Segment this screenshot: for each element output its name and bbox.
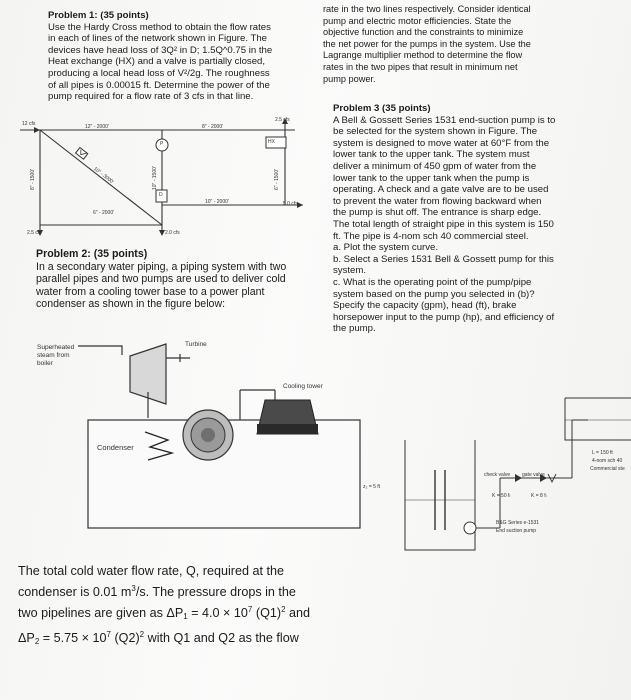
problem-3-line: system. — [333, 265, 367, 277]
problem-2-continued-line: rate in the two lines respectively. Consider identical — [323, 4, 531, 14]
problem-3-line: deliver a minimum of 450 gpm of water from the — [333, 160, 537, 172]
problem-2-line: parallel pipes and two pumps are used to deliver cold — [36, 273, 286, 286]
problem-3-line: operating. A check and a gate valve are to be used — [333, 184, 549, 196]
pipe-label-bottom-left: 6" - 2000' — [93, 210, 115, 216]
condenser-label: Condenser — [97, 443, 134, 452]
problem-3-line: a. Plot the system curve. — [333, 242, 439, 254]
hx-label: HX — [268, 139, 275, 145]
steam-label: Superheated — [37, 344, 75, 351]
problem-3-line: be selected for the system shown in Figure. The — [333, 126, 538, 138]
given-text: /s. The pressure drops in the — [135, 585, 296, 599]
outflow-label-bottom-middle: 2.0 cfs — [165, 230, 180, 236]
given-text: = 4.0 × 10 — [187, 606, 248, 620]
problem-3-line: system based on the pump you selected in (b)? — [333, 288, 535, 300]
problem-3-line: to prevent the water from flowing backward when — [333, 195, 542, 207]
given-superscript: 7 — [106, 630, 111, 639]
problem-2-given-data — [18, 562, 328, 651]
problem-3-line: lower tank to the upper tank when the pump is — [333, 172, 530, 184]
pipe-label-top-left: 12" - 2000' — [85, 124, 109, 130]
given-subscript: 1 — [183, 612, 188, 621]
problem-1-line: Use the Hardy Cross method to obtain the flow rates — [48, 21, 271, 33]
given-text: condenser is 0.01 m — [18, 585, 132, 599]
problem-1-line: of all pipes is 0.00015 ft. Determine the power of the — [48, 79, 270, 91]
pipe-label-right-vertical: 6" - 1500' — [274, 168, 280, 190]
problem-2-continued-line: the net power for the pumps in the system. Use the — [323, 38, 531, 49]
pipe-label-left-vertical: 8" - 1500' — [30, 168, 36, 190]
given-superscript: 3 — [131, 584, 136, 593]
outflow-label-right: 5.0 cfs — [283, 201, 298, 207]
check-valve-label: check valve — [484, 472, 511, 478]
given-text: two pipelines are given as ΔP — [18, 606, 184, 620]
problem-3-line: c. What is the operating point of the pump/pipe — [333, 276, 532, 288]
given-superscript: 7 — [247, 605, 253, 614]
problem-1-title: Problem 1: (35 points) — [48, 10, 149, 21]
length-label: L = 150 ft — [592, 450, 613, 456]
pipe-label-middle-vertical: 10" - 1500' — [152, 166, 158, 190]
problem-3-line: lower tank to the upper tank. The system must — [333, 149, 530, 161]
pump-label: P — [160, 141, 164, 147]
device-d-label: D — [159, 192, 163, 198]
pipe-label-bottom-right: 10" - 2000' — [205, 199, 229, 205]
problem-2-title: Problem 2: (35 points) — [36, 248, 148, 260]
problem-1-line: devices have head loss of 3Q² in D; 1.5Q^0.75 in the — [48, 44, 273, 56]
problem-2-continued-line: pump and electric motor efficiencies. State the — [323, 15, 512, 26]
given-data-line — [18, 580, 328, 601]
given-text: (Q2) — [110, 631, 140, 645]
problem-2-continued-line: rates in the two pipes that result in minimum net — [323, 61, 518, 72]
problem-3-line: horsepower input to the pump (hp), and efficiency of — [333, 311, 555, 323]
given-text: = 5.75 × 10 — [39, 631, 107, 645]
given-data-line: The total cold water flow rate, Q, required at the — [18, 564, 284, 578]
problem-2-line: water from a cooling tower base to a power plant — [36, 285, 265, 298]
given-text: and — [285, 606, 311, 620]
gate-valve-label: gate valve — [522, 472, 545, 478]
problem-3-line: A Bell & Gossett Series 1531 end-suction pump is to — [333, 114, 556, 126]
problem-2-line: In a secondary water piping, a piping system with two — [36, 260, 287, 273]
check-valve-k-label: K = 50 fₜ — [492, 493, 511, 499]
pump-model-label: B&G Series e-1531 — [496, 520, 540, 526]
inflow-label: 12 cfs — [22, 121, 36, 127]
given-text: (Q1) — [252, 606, 282, 620]
given-superscript: 2 — [139, 630, 145, 639]
given-text: ΔP — [18, 631, 35, 645]
problem-1-line: pump required for a flow rate of 3 cfs in that line. — [48, 91, 254, 103]
problem-3-line: The total length of straight pipe in this system is 150 — [333, 218, 554, 230]
pipe-material-label: Commercial ste — [590, 466, 625, 472]
given-data-line — [18, 626, 328, 651]
problem-2-continued-line: Lagrange multiplier method to determine the flow — [323, 50, 523, 61]
problem-3-line: Specify the capacity (gpm), head (ft), brake — [333, 300, 517, 312]
problem-3-line: the pump is shut off. The entrance is sharp edge. — [333, 207, 542, 219]
problem-3-line: system is designed to move water at 60°F from the — [333, 137, 550, 149]
given-superscript: 2 — [281, 605, 286, 614]
problem-3-line: b. Select a Series 1531 Bell & Gossett pump for this — [333, 253, 554, 265]
problem-2-line: condenser as shown in the figure below: — [36, 298, 226, 311]
outflow-label-top-right: 2.5 cfs — [275, 117, 290, 123]
problem-2-continued-line: objective function and the constraints to minimize — [323, 27, 524, 38]
given-data-line — [18, 601, 328, 626]
cooling-tower-label: Cooling tower — [283, 383, 323, 390]
problem-1-line: Heat exchange (HX) and a valve is partially closed, — [48, 56, 266, 68]
problem-3-line: the pump. — [333, 323, 376, 335]
pump-type-label: End suction pump — [496, 528, 537, 534]
given-subscript: 2 — [34, 637, 40, 646]
problem-1-line: producing a local head loss of V²/2g. The roughness — [48, 67, 270, 79]
turbine-label: Turbine — [185, 341, 207, 348]
given-text: with Q1 and Q2 as the flow — [144, 631, 299, 645]
pipe-label-diagonal: 10" - 3000' — [92, 166, 115, 186]
gate-valve-k-label: K = 8 fₜ — [531, 493, 548, 499]
elevation-label: z₂ = 5 ft — [363, 484, 381, 490]
steam-label: steam from — [37, 352, 70, 359]
pipe-label-top-right: 8" - 2000' — [202, 124, 224, 130]
steam-label: boiler — [37, 360, 53, 367]
outflow-label-bottom-left: 2.5 cfs — [27, 230, 42, 236]
problem-1-line: in each of lines of the network shown in Figure. The — [48, 33, 268, 45]
problem-3-title: Problem 3 (35 points) — [333, 103, 431, 114]
problem-3-line: ft. The pipe is 4-nom sch 40 commercial steel. — [333, 230, 529, 242]
problem-2-continued-line: pump power. — [323, 73, 376, 84]
pipe-size-label: 4-nom sch 40 — [592, 458, 623, 464]
